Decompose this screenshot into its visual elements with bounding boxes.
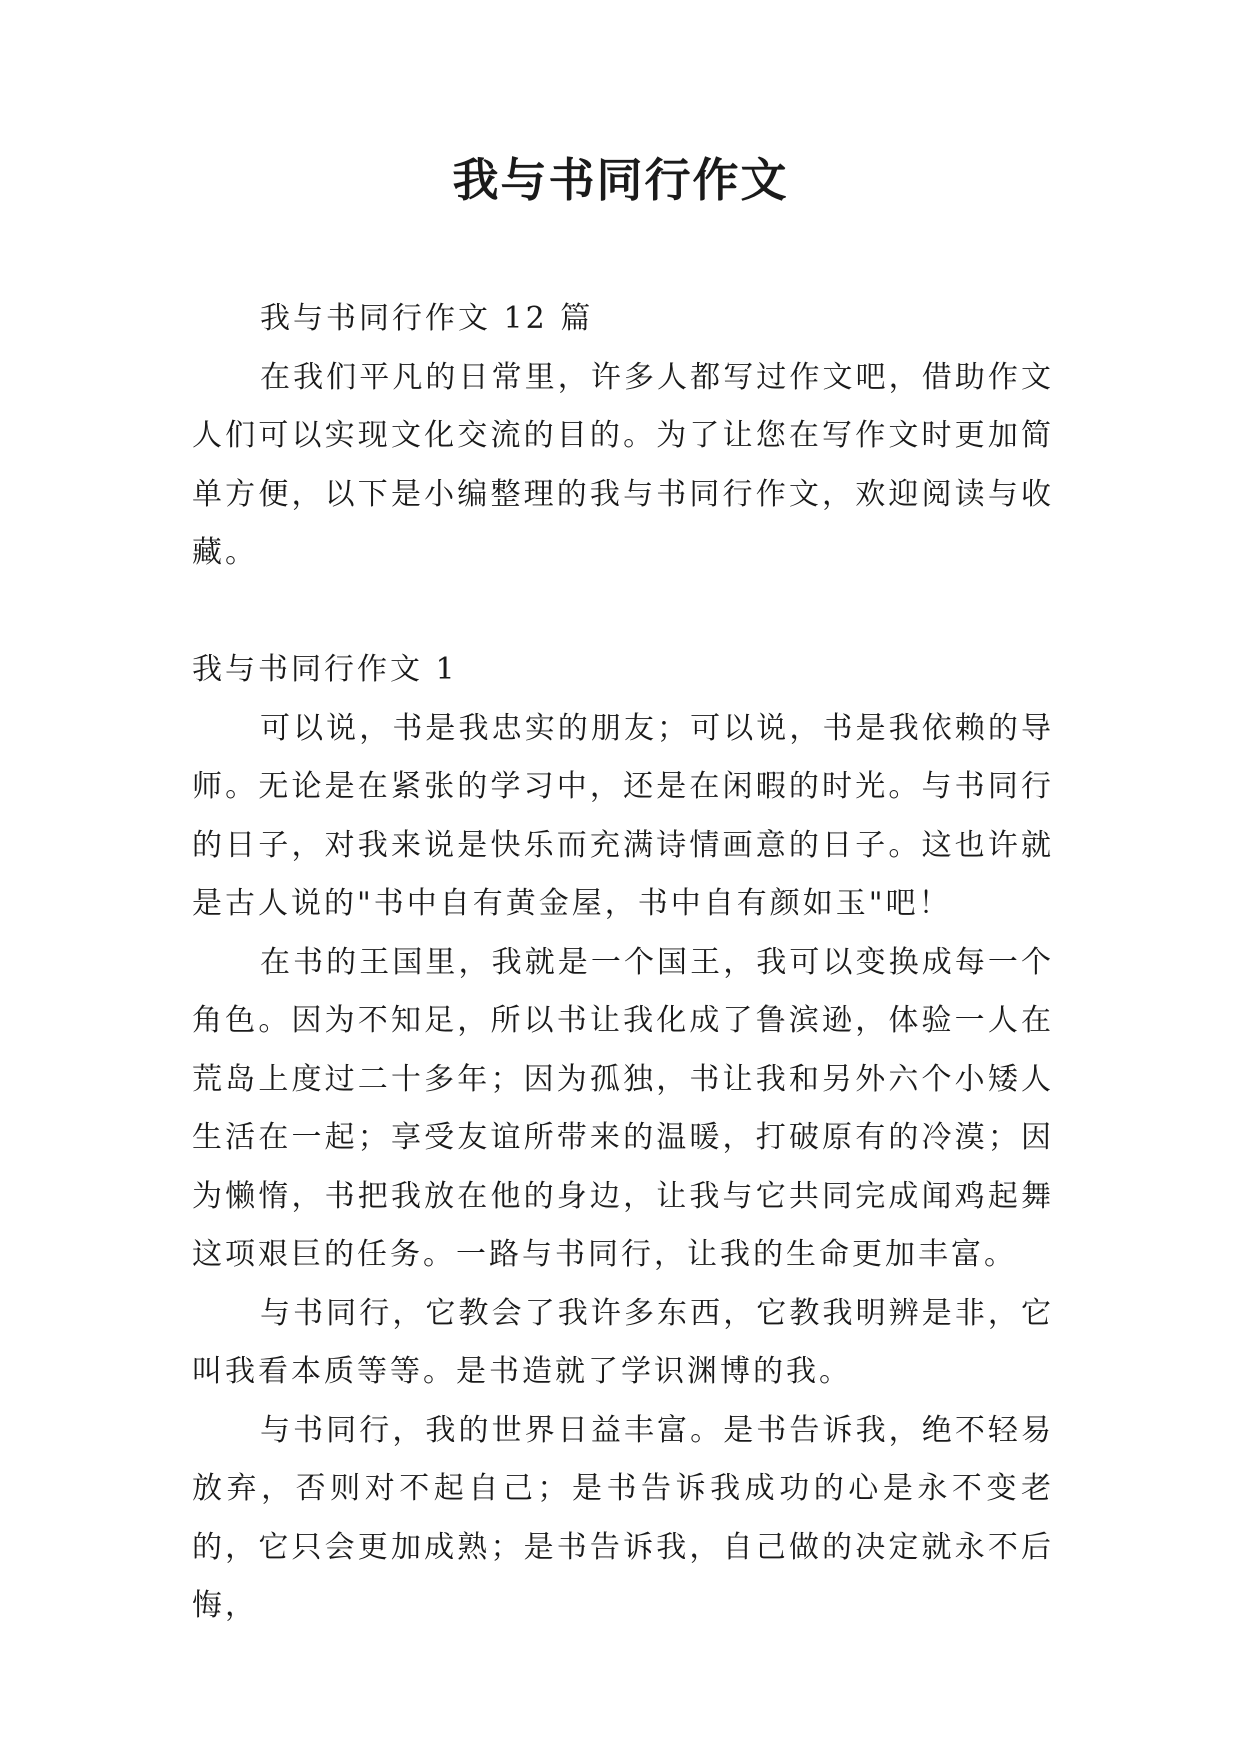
section-heading: 我与书同行作文 1 [192,652,458,687]
intro-paragraph: 在我们平凡的日常里，许多人都写过作文吧，借助作文人们可以实现文化交流的目的。为了让您在写作文时更加简单方便，以下是小编整理的我与书同行作文，欢迎阅读与收藏。 [192,359,1054,570]
body-paragraph: 可以说，书是我忠实的朋友；可以说，书是我依赖的导师。无论是在紧张的学习中，还是在闲暇的时光。与书同行的日子，对我来说是快乐而充满诗情画意的日子。这也许就是古人说的"书中自有黄金屋，书中自有颜如玉"吧！ [192,710,1054,921]
document-body [192,290,1054,1636]
document-subtitle: 我与书同行作文 12 篇 [260,301,594,336]
body-paragraph: 在书的王国里，我就是一个国王，我可以变换成每一个角色。因为不知足，所以书让我化成了鲁滨逊，体验一人在荒岛上度过二十多年；因为孤独，书让我和另外六个小矮人生活在一起；享受友谊所带来的温暖，打破原有的冷漠；因为懒惰，书把我放在他的身边，让我与它共同完成闻鸡起舞这项艰巨的任务。一路与书同行，让我的生命更加丰富。 [192,944,1054,1272]
document-title: 我与书同行作文 [452,153,789,207]
body-paragraph: 与书同行，它教会了我许多东西，它教我明辨是非，它叫我看本质等等。是书造就了学识渊博的我。 [192,1295,1054,1389]
body-paragraph: 与书同行，我的世界日益丰富。是书告诉我，绝不轻易放弃，否则对不起自己；是书告诉我成功的心是永不变老的，它只会更加成熟；是书告诉我，自己做的决定就永不后悔， [192,1412,1054,1623]
section-spacer [192,583,1054,642]
